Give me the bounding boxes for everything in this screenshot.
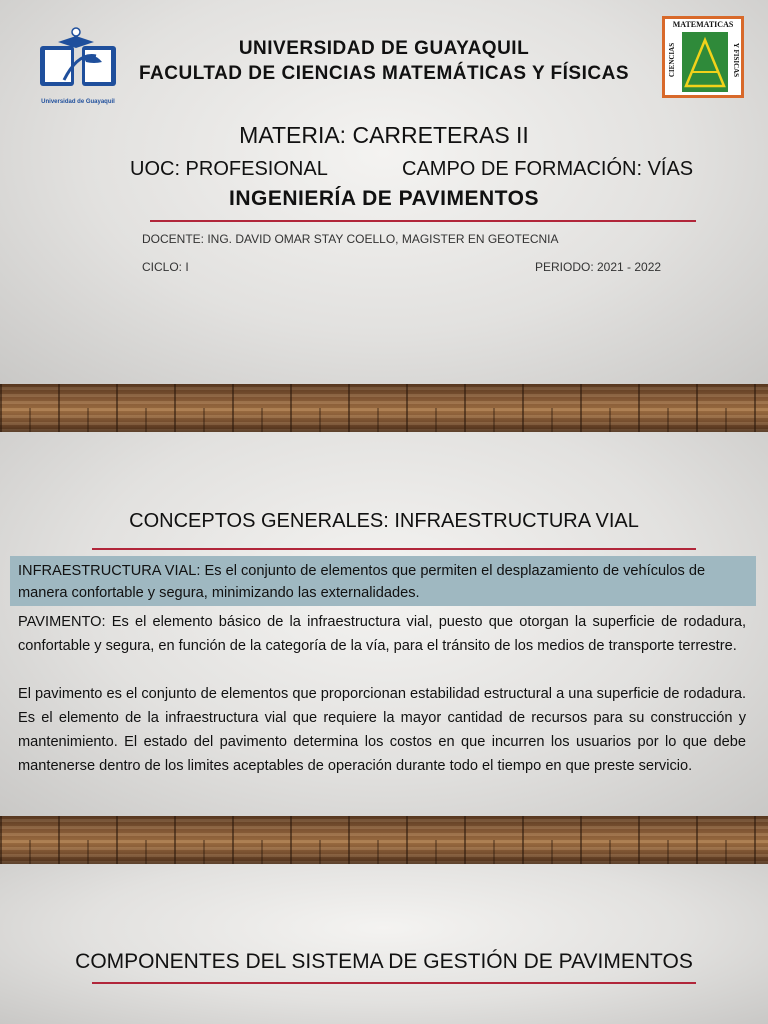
cycle: CICLO: I: [142, 260, 189, 274]
slide-1: [0, 0, 768, 384]
pavement-paragraph-2: El pavimento es el conjunto de elementos que proporcionan estabilidad estructural a una superficie de rodadura. Es el elemento de la infraestructura vial que requiere la mayor cantidad de recursos para su construcción y mantenimiento. El estado del pavimento determina los costos en que incurren los usuarios por lo que debe mantenerse dentro de los limites aceptables de operación durante todo el tiempo en que preste servicio.: [18, 686, 746, 774]
pavement-definition-text: Es el elemento básico de la infraestructura vial, puesto que otorgan la superficie de rodadura, confortable y segura, en función de la categoría de la vía, para el tránsito de los medios de transporte terrestre.: [18, 614, 746, 654]
right-logo-top-text: MATEMATICAS: [672, 20, 734, 29]
title-divider: [150, 220, 696, 222]
lecturer: DOCENTE: ING. DAVID OMAR STAY COELLO, MAGISTER EN GEOTECNIA: [142, 232, 559, 246]
infrastructure-definition-box: [10, 556, 756, 606]
left-logo-caption: Universidad de Guayaquil: [41, 99, 115, 105]
infrastructure-definition: Es el conjunto de elementos que permiten el desplazamiento de vehículos de manera confortable y segura, minimizando las externalidades.: [18, 563, 706, 601]
slide3-title: COMPONENTES DEL SISTEMA DE GESTIÓN DE PAVIMENTOS: [75, 950, 693, 973]
university-name: UNIVERSIDAD DE GUAYAQUIL: [238, 38, 530, 59]
right-logo-right-text: Y FISICAS: [732, 42, 740, 78]
slide-2: [0, 432, 768, 816]
right-logo-left-text: CIENCIAS: [668, 42, 676, 78]
period: PERIODO: 2021 - 2022: [535, 260, 662, 274]
faculty-name: FACULTAD DE CIENCIAS MATEMÁTICAS Y FÍSICAS: [138, 63, 630, 84]
slide3-divider: [92, 982, 696, 984]
course-topic: INGENIERÍA DE PAVIMENTOS: [229, 187, 539, 210]
infrastructure-term: INFRAESTRUCTURA VIAL:: [18, 563, 201, 579]
subject-title: MATERIA: CARRETERAS II: [239, 122, 529, 148]
slide-3: [0, 864, 768, 1024]
pavement-term: PAVIMENTO:: [18, 614, 106, 630]
pavement-definition: [18, 610, 746, 658]
training-field-label: CAMPO DE FORMACIÓN: VÍAS: [402, 158, 694, 180]
uoc-label: UOC: PROFESIONAL: [130, 158, 328, 180]
faculty-logo: [662, 16, 744, 98]
slide2-title: CONCEPTOS GENERALES: INFRAESTRUCTURA VIAL: [129, 510, 639, 532]
slide2-divider: [92, 548, 696, 550]
